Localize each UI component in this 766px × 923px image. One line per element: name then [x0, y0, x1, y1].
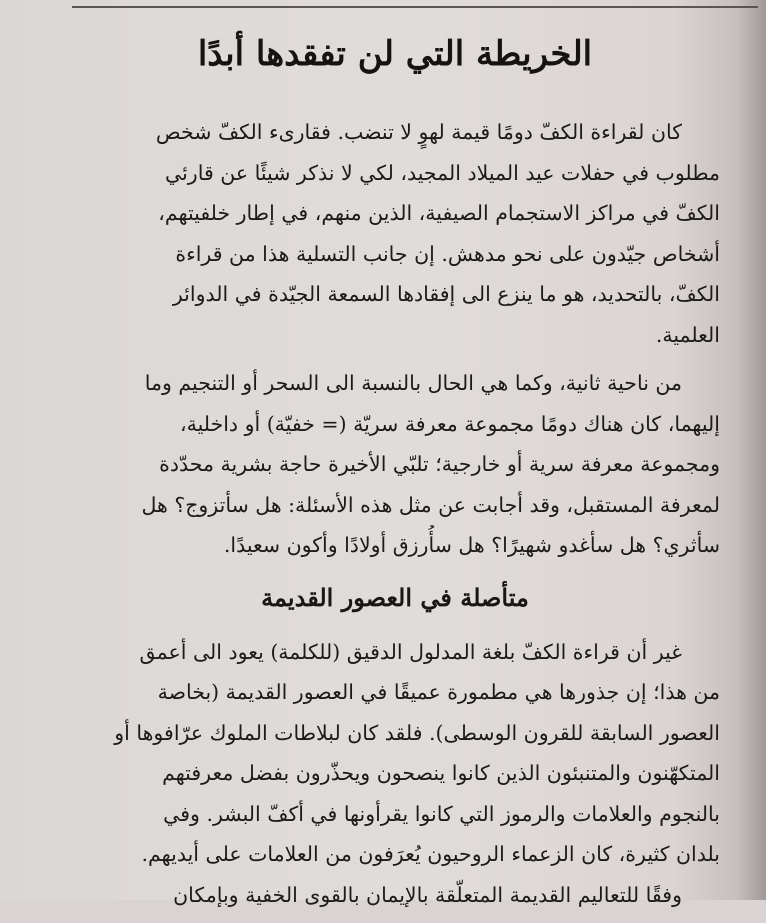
text-line: لمعرفة المستقبل، وقد أجابت عن مثل هذه الأسئلة: هل سأتزوج؟ هل — [141, 492, 720, 517]
text-line: بلدان كثيرة، كان الزعماء الروحيون يُعرَفون من العلامات على أيديهم. — [141, 842, 720, 866]
text-line: بالنجوم والعلامات والرموز التي كانوا يقرأونها في أكفّ البشر. وفي — [163, 801, 720, 826]
text-line: وفقًا للتعاليم القديمة المتعلّقة بالإيمان بالقوى الخفية وبإمكان — [173, 882, 682, 907]
text-line: العصور السابقة للقرون الوسطى). فلقد كان لبلاطات الملوك عرّافوها أو — [114, 720, 720, 745]
text-line: ومجموعة معرفة سرية أو خارجية؛ تلبّي الأخيرة حاجة بشرية محدّدة — [159, 452, 720, 476]
text-line: المتكهّنون والمتنبئون الذين كانوا ينصحون ويحذّرون بفضل معرفتهم — [162, 761, 720, 785]
top-rule — [72, 6, 758, 8]
text-line: الكفّ، بالتحديد، هو ما ينزع الى إفقادها السمعة الجيّدة في الدوائر — [172, 282, 720, 306]
text-line: إليهما، كان هناك دومًا مجموعة معرفة سريّة (= خفيّة) أو داخلية، — [179, 411, 720, 436]
text-line: الكفّ في مراكز الاستجمام الصيفية، الذين منهم، في إطار خلفيتهم، — [158, 201, 720, 225]
text-line: أشخاص جيّدون على نحو مدهش. إن جانب التسلية هذا من قراءة — [175, 241, 720, 266]
section-heading: متأصلة في العصور القديمة — [261, 582, 529, 612]
paragraph-3 — [70, 632, 720, 916]
page-content — [70, 30, 720, 923]
text-line: من ناحية ثانية، وكما هي الحال بالنسبة الى السحر أو التنجيم وما — [144, 371, 682, 395]
text-line: غير أن قراءة الكفّ بلغة المدلول الدقيق (للكلمة) يعود الى أعمق — [139, 639, 682, 664]
page-edge-shadow — [738, 0, 766, 900]
text-line: من هذا؛ إن جذورها هي مطمورة عميقًا في العصور القديمة (بخاصة — [157, 680, 720, 704]
text-line: سأثري؟ هل سأغدو شهيرًا؟ هل سأُرزق أولادًا وأكون سعيدًا. — [223, 533, 720, 557]
paragraph-2 — [70, 363, 720, 566]
paragraph-1 — [70, 112, 720, 355]
text-line: كان لقراءة الكفّ دومًا قيمة لهوٍ لا تنضب. فقارىء الكفّ شخص — [155, 120, 682, 144]
text-line: العلمية. — [655, 322, 720, 347]
page-title: الخريطة التي لن تفقدها أبدًا — [197, 34, 593, 74]
text-line: مطلوب في حفلات عيد الميلاد المجيد، لكي لا نذكر شيئًا عن قارئي — [165, 160, 720, 185]
